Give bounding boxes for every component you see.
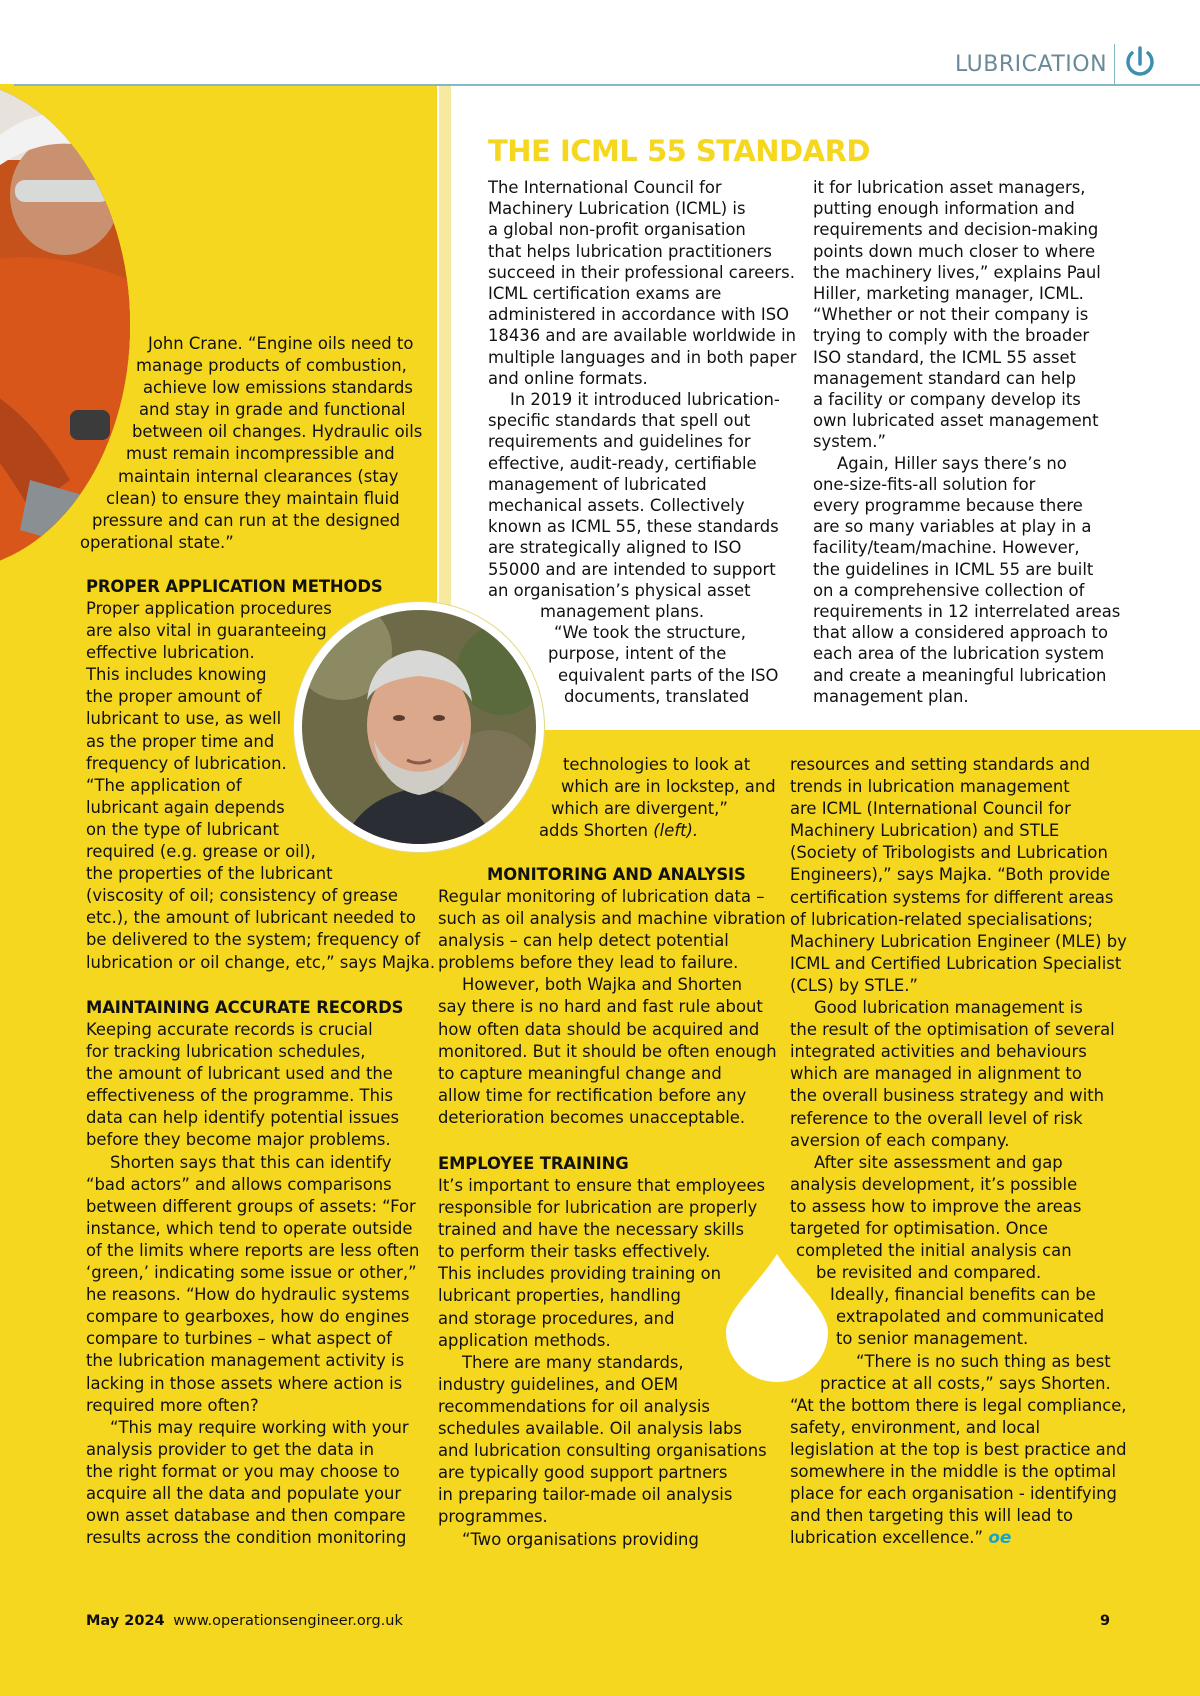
text-line: for tracking lubrication schedules, [86,1042,366,1062]
header-divider [1114,44,1115,84]
power-icon [1122,44,1158,80]
text-line: the amount of lubricant used and the [86,1064,393,1084]
text-line: putting enough information and [813,199,1075,219]
text-line: Proper application procedures [86,599,332,618]
text-line: of lubrication-related specialisations; [790,909,1093,929]
text-line: system.” [813,432,886,452]
sidebar-column-2 [813,177,1133,707]
oe-end-mark: oe [988,1528,1012,1549]
heading-proper-application: PROPER APPLICATION METHODS [86,577,383,596]
text-line: responsible for lubrication are properly [438,1198,758,1218]
attribution-text: adds Shorten [539,821,649,841]
text-line: specific standards that spell out [488,411,751,431]
text-line: compare to turbines – what aspect of [86,1329,392,1349]
text-line: analysis development, it’s possible [790,1174,1078,1194]
text-line: resources and setting standards and [790,755,1091,774]
text-line: compare to gearboxes, how do engines [86,1307,410,1327]
section-title: LUBRICATION [955,52,1108,77]
text-line: (viscosity of oil; consistency of grease [86,886,398,906]
text-line: place for each organisation - identifying [790,1484,1117,1504]
text-line: practice at all costs,” says Shorten. [820,1373,1111,1393]
paragraph-monitoring [438,886,786,1129]
text-line: completed the initial analysis can [796,1241,1072,1261]
text-line: achieve low emissions standards [143,378,413,398]
text-line: own lubricated asset management [813,411,1099,431]
text-line: operational state.” [80,532,234,552]
text-line: allow time for rectification before any [438,1085,747,1105]
text-line: between oil changes. Hydraulic oils [132,422,423,442]
text-line: requirements and decision-making [813,220,1099,240]
text-line: lacking in those assets where action is [86,1373,403,1393]
text-line: in preparing tailor-made oil analysis [438,1485,733,1505]
text-line: one-size-fits-all solution for [813,474,1036,494]
text-line: management of lubricated [488,474,707,494]
text-line: pressure and can run at the designed [92,510,401,530]
text-line: (Society of Tribologists and Lubrication [790,843,1108,863]
text-line: programmes. [438,1507,548,1527]
text-line: on the type of lubricant [86,819,280,839]
text-line: between different groups of assets: “For [86,1196,416,1216]
text-line: “Whether or not their company is [813,305,1089,325]
text-line: facility/team/machine. However, [813,538,1080,558]
text-line: the machinery lives,” explains Paul [813,262,1101,282]
text-line [438,820,768,842]
text-line: on a comprehensive collection of [813,580,1085,600]
text-line: trends in lubrication management [790,777,1070,797]
text-line: Keeping accurate records is crucial [86,1020,373,1039]
text-line: somewhere in the middle is the optimal [790,1462,1116,1481]
text-line: clean) to ensure they maintain fluid [106,488,400,508]
text-line: Regular monitoring of lubrication data – [438,887,765,906]
text-line: as the proper time and [86,731,275,751]
text-line: purpose, intent of the [548,644,727,664]
text-line: monitored. But it should be often enough [438,1041,777,1061]
footer [86,1613,403,1629]
text-line: lubricant to use, as well [86,709,282,729]
sidebar-column-1 [488,177,808,707]
text-line: equivalent parts of the ISO [558,665,779,685]
text-line: technologies to look at [563,755,751,774]
text-line: “We took the structure, [554,623,746,643]
text-line: acquire all the data and populate your [86,1483,402,1503]
text-line: “bad actors” and allows comparisons [86,1174,392,1194]
text-line: However, both Wajka and Shorten [462,975,742,995]
column-3 [790,754,1130,1549]
text-line: which are in lockstep, and [561,777,776,797]
text-line: analysis – can help detect potential [438,931,729,951]
text-line: are strategically aligned to ISO [488,538,742,558]
text-line: the overall business strategy and with [790,1086,1105,1106]
text-line: before they become major problems. [86,1130,391,1150]
text-line: Machinery Lubrication) and STLE [790,821,1060,841]
text-line: 55000 and are intended to support [488,559,776,579]
text-line: and stay in grade and functional [139,400,406,420]
text-line: documents, translated [564,686,750,706]
text-line: 18436 and are available worldwide in [488,326,797,346]
text-line: the right format or you may choose to [86,1461,400,1481]
text-line: extrapolated and communicated [836,1307,1105,1327]
sidebar-title: THE ICML 55 STANDARD [488,134,870,168]
text-line: Ideally, financial benefits can be [830,1285,1096,1305]
text-line: and storage procedures, and [438,1308,675,1328]
text-line: etc.), the amount of lubricant needed to [86,908,416,928]
text-line: schedules available. Oil analysis labs [438,1419,742,1439]
footer-date: May 2024 [86,1613,165,1629]
text-line: requirements in 12 interrelated areas [813,602,1121,622]
text-line: say there is no hard and fast rule about [438,997,763,1017]
text-line: to senior management. [836,1329,1029,1349]
text-line: ICML and Certified Lubrication Specialist [790,953,1122,973]
text-line: application methods. [438,1330,611,1350]
heading-accurate-records: MAINTAINING ACCURATE RECORDS [86,998,404,1017]
text-line: “Two organisations providing [462,1529,699,1549]
text-line: “This may require working with your [110,1417,409,1437]
text-line: are also vital in guaranteeing [86,621,327,641]
text-line: trying to comply with the broader [813,326,1090,346]
text-line: management plans. [540,602,705,622]
footer-url[interactable]: www.operationsengineer.org.uk [173,1613,403,1629]
text-line: manage products of combustion, [136,356,407,376]
text-line: deterioration becomes unacceptable. [438,1107,746,1127]
text-line: known as ICML 55, these standards [488,517,779,537]
text-line: Again, Hiller says there’s no [837,453,1067,473]
text-line: every programme because there [813,496,1083,516]
text-line: problems before they lead to failure. [438,953,739,973]
text-line: and lubrication consulting organisations [438,1441,767,1461]
text-line: John Crane. “Engine oils need to [148,334,414,353]
text-line: requirements and guidelines for [488,432,751,452]
text-line: Good lubrication management is [814,998,1083,1018]
text-line: that helps lubrication practitioners [488,241,772,261]
text-line: it for lubrication asset managers, [813,178,1086,197]
text-line: “There is no such thing as best [856,1351,1111,1371]
text-line: and then targeting this will lead to [790,1506,1074,1526]
text-line: lubricant again depends [86,797,285,817]
text-line: It’s important to ensure that employees [438,1176,766,1195]
text-line: Engineers),” says Majka. “Both provide [790,865,1111,885]
text-line: are typically good support partners [438,1463,728,1483]
text-line: which are managed in alignment to [790,1064,1082,1084]
text-line: a global non-profit organisation [488,220,746,240]
text-line: ‘green,’ indicating some issue or other,” [86,1263,417,1283]
text-line: management plan. [813,686,969,706]
text-line: results across the condition monitoring [86,1528,407,1548]
text-line: In 2019 it introduced lubrication- [510,390,780,410]
text-line: “At the bottom there is legal compliance, [790,1395,1127,1415]
text-line: are ICML (International Council for [790,799,1071,819]
text-line: targeted for optimisation. Once [790,1218,1049,1238]
text-line: Machinery Lubrication (ICML) is [488,199,746,219]
text-line: recommendations for oil analysis [438,1396,710,1416]
text-line: own asset database and then compare [86,1506,406,1526]
text-line: Hiller, marketing manager, ICML. [813,284,1084,304]
text-line: must remain incompressible and [126,444,395,464]
text-line: the result of the optimisation of several [790,1020,1115,1040]
text-line: how often data should be acquired and [438,1019,760,1039]
sidebar-accent-bar [439,86,451,646]
text-line: the guidelines in ICML 55 are built [813,559,1094,579]
text-line: the proper amount of [86,687,262,707]
text-line: industry guidelines, and OEM [438,1374,679,1394]
text-line: which are divergent,” [551,799,728,819]
text-line: be delivered to the system; frequency of [86,930,421,950]
heading-monitoring: MONITORING AND ANALYSIS [487,865,746,884]
text-line: multiple languages and in both paper [488,347,797,367]
text-line: that allow a considered approach to [813,623,1108,643]
text-line: Shorten says that this can identify [110,1152,392,1172]
text-line: to perform their tasks effectively. [438,1242,711,1262]
text-line: data can help identify potential issues [86,1108,399,1128]
text-line: aversion of each company. [790,1130,1010,1150]
text-line: mechanical assets. Collectively [488,496,745,516]
text-line: an organisation’s physical asset [488,580,751,600]
text-line: There are many standards, [462,1352,684,1372]
text-line: points down much closer to where [813,241,1096,261]
text-line: and create a meaningful lubrication [813,665,1107,685]
text-line: This includes providing training on [438,1264,721,1284]
text-line: of the limits where reports are less often [86,1240,420,1260]
text-line: succeed in their professional careers. [488,262,795,282]
text-line: After site assessment and gap [814,1152,1063,1172]
attribution-italic: (left). [653,821,699,841]
text-line: administered in accordance with ISO [488,305,790,325]
text-line: legislation at the top is best practice and [790,1439,1127,1459]
text-line: to capture meaningful change and [438,1063,722,1083]
text-line: a facility or company develop its [813,390,1081,410]
text-line: the properties of the lubricant [86,864,333,884]
text-line: Machinery Lubrication Engineer (MLE) by [790,931,1127,951]
text-line: lubrication or oil change, etc,” says Majka. [86,952,436,972]
text-line: The International Council for [488,178,722,197]
text-line: each area of the lubrication system [813,644,1105,664]
paragraph-accurate-records [86,1019,420,1549]
text-line: ICML certification exams are [488,284,722,304]
text-line: required more often? [86,1395,259,1415]
text-line: be revisited and compared. [816,1263,1042,1283]
text-line: safety, environment, and local [790,1417,1041,1437]
text-line: effective, audit-ready, certifiable [488,453,757,473]
text-line: effectiveness of the programme. This [86,1086,394,1106]
text-line: lubricant properties, handling [438,1286,681,1306]
text-line: such as oil analysis and machine vibration [438,909,786,929]
heading-employee-training: EMPLOYEE TRAINING [438,1154,629,1173]
text-line: management standard can help [813,368,1077,388]
text-line: reference to the overall level of risk [790,1108,1083,1128]
text-line: certification systems for different areas [790,887,1114,907]
column-2-top [438,754,776,842]
text-line: he reasons. “How do hydraulic systems [86,1285,410,1305]
text-line: frequency of lubrication. [86,753,287,773]
text-line: maintain internal clearances (stay [118,466,399,486]
text-line: analysis provider to get the data in [86,1439,375,1459]
text-line: and online formats. [488,368,648,388]
text-line: effective lubrication. [86,643,255,663]
quote-block [80,333,423,554]
text-line: This includes knowing [86,665,267,685]
page-number: 9 [1100,1613,1111,1629]
text-line: are so many variables at play in a [813,517,1092,537]
text-line: (CLS) by STLE.” [790,975,918,995]
text-line: integrated activities and behaviours [790,1042,1087,1062]
text-line: the lubrication management activity is [86,1351,405,1371]
text-line: required (e.g. grease or oil), [86,842,316,862]
text-line: “The application of [86,775,242,795]
final-line: lubrication excellence.” [790,1528,983,1548]
text-line [790,1527,1130,1549]
text-line: instance, which tend to operate outside [86,1218,413,1238]
text-line: to assess how to improve the areas [790,1196,1082,1216]
text-line: ISO standard, the ICML 55 asset [813,347,1077,367]
text-line: trained and have the necessary skills [438,1220,745,1240]
